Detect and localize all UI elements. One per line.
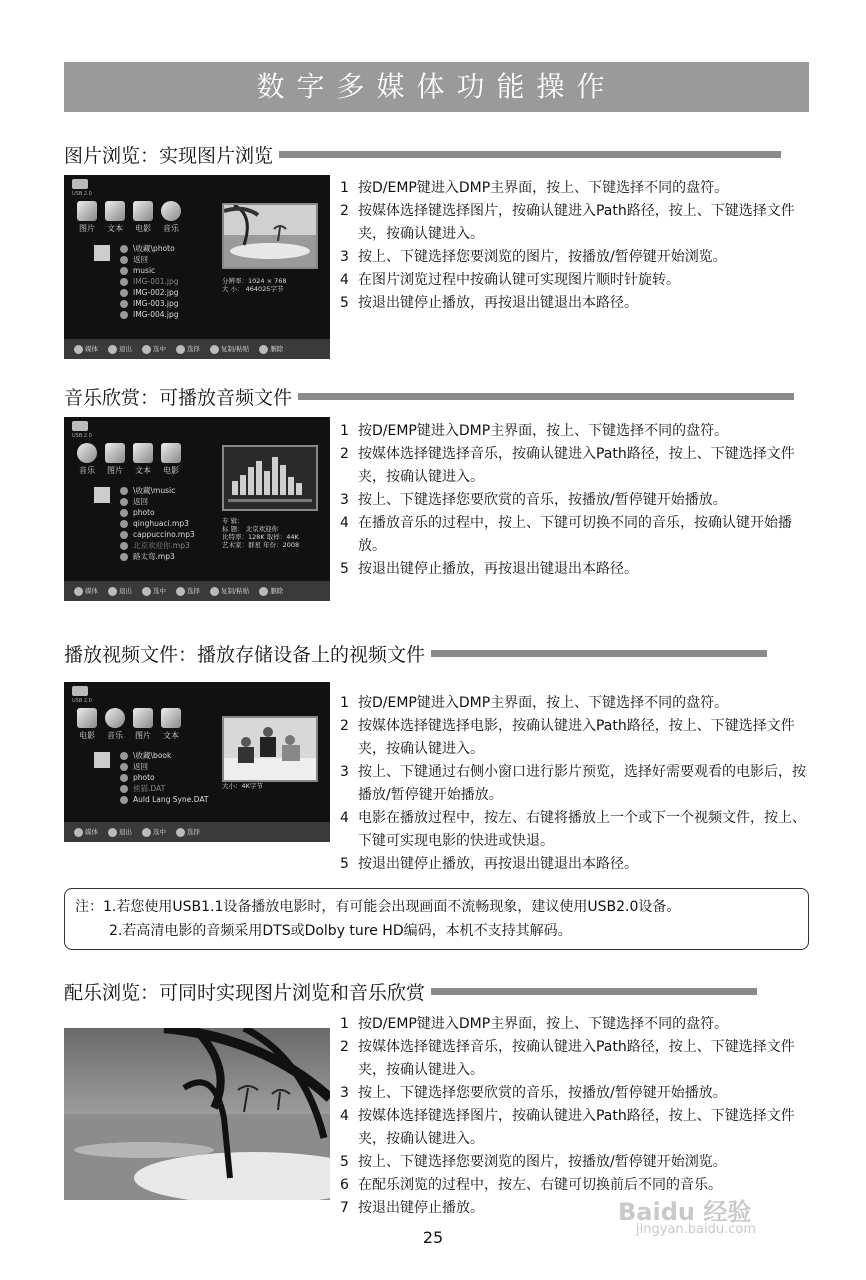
media-tiles: [76, 708, 182, 741]
key-copy: 复制/粘贴: [210, 344, 249, 354]
bottom-key-bar: [64, 339, 330, 359]
list-item: \收藏\book: [120, 750, 209, 761]
key-media: 媒体: [74, 827, 98, 837]
beach-photo: [64, 1028, 330, 1200]
music-icon: [161, 201, 181, 221]
key-media: 媒体: [74, 344, 98, 354]
tile-music: 音乐: [76, 443, 98, 476]
tile-label: 图片: [79, 224, 95, 233]
tile-text: [104, 201, 126, 234]
key-ok: 选中: [142, 586, 166, 596]
section-title-text: 配乐浏览：可同时实现图片浏览和音乐欣赏: [64, 982, 426, 1004]
list-item: 返回: [120, 254, 179, 265]
steps-music: [340, 420, 810, 581]
tile-music: 音乐: [104, 708, 126, 741]
list-item: \收藏\photo: [120, 243, 179, 254]
tile-movie: 电影: [160, 443, 182, 476]
bottom-key-bar: [64, 581, 330, 601]
section-title-text: 音乐欣赏：可播放音频文件: [64, 387, 293, 409]
tile-label: 音乐: [163, 224, 179, 233]
key-exit: 退出: [108, 344, 132, 354]
section-title-photo: [64, 141, 781, 168]
note-line-2: 2.若高清电影的音频采用DTS或Dolby ture HD编码，本机不支持其解码。: [109, 923, 572, 939]
text-icon: [161, 708, 181, 728]
steps-video: [340, 692, 810, 876]
list-item: IMG-004.jpg: [120, 309, 179, 320]
section-title-slideshow: [64, 978, 757, 1005]
back-icon: [120, 256, 128, 264]
spectrum-preview: [222, 445, 318, 511]
movie-icon: [161, 443, 181, 463]
tile-movie: [132, 201, 154, 234]
step: 3 按上、下键通过右侧小窗口进行影片预览，选择好需要观看的电影后，按播放/暂停键开始播放。: [340, 764, 806, 803]
step: 4 按媒体选择键选择图片，按确认键进入Path路径，按上、下键选择文件夹，按确认键进入。: [340, 1108, 795, 1147]
folder-bullet-icon: [120, 267, 128, 275]
tile-photo: [76, 201, 98, 234]
list-item: IMG-001.jpg: [120, 276, 179, 287]
file-list: [120, 243, 179, 320]
steps-slideshow: [340, 1013, 810, 1220]
step: 2 按媒体选择键选择电影，按确认键进入Path路径，按上、下键选择文件夹，按确认键进入。: [340, 718, 795, 757]
photo-icon: [105, 443, 125, 463]
movie-icon: [77, 708, 97, 728]
media-tiles: [76, 201, 182, 234]
music-icon: [105, 708, 125, 728]
list-item: photo: [120, 772, 209, 783]
music-icon: [77, 443, 97, 463]
key-exit: 退出: [108, 586, 132, 596]
file-bullet-icon: [120, 289, 128, 297]
step: 3 按上、下键选择您要欣赏的音乐，按播放/暂停键开始播放。: [340, 492, 727, 508]
section-title-text: 播放视频文件：播放存储设备上的视频文件: [64, 644, 426, 666]
bottom-key-bar: [64, 822, 330, 842]
usb-label: USB 2.0: [72, 433, 92, 439]
step: 4 在播放音乐的过程中，按上、下键可切换不同的音乐，按确认键开始播放。: [340, 515, 792, 554]
folder-bullet-icon: [120, 245, 128, 253]
tile-photo: 图片: [104, 443, 126, 476]
usb-label: USB 2.0: [72, 698, 92, 704]
photo-icon: [77, 201, 97, 221]
key-select: 选择: [176, 827, 200, 837]
file-bullet-icon: [120, 300, 128, 308]
usb-drive-icon: [72, 686, 88, 696]
key-ok: 选中: [142, 827, 166, 837]
key-copy: 复制/粘贴: [210, 586, 249, 596]
step: 2 按媒体选择键选择音乐，按确认键进入Path路径，按上、下键选择文件夹，按确认键进入。: [340, 446, 795, 485]
text-icon: [133, 443, 153, 463]
step: 7 按退出键停止播放。: [340, 1200, 484, 1216]
step: 5 按退出键停止播放，再按退出键退出本路径。: [340, 856, 638, 872]
photo-preview: [222, 203, 318, 269]
page-number: 25: [422, 1228, 444, 1247]
meeting-thumbnail: [224, 718, 316, 780]
key-select: 选择: [176, 586, 200, 596]
tile-music: [160, 201, 182, 234]
step: 1 按D/EMP键进入DMP主界面，按上、下键选择不同的盘符。: [340, 695, 729, 711]
page-banner: 数字多媒体功能操作: [64, 62, 809, 112]
list-item: 返回: [120, 496, 195, 507]
text-icon: [105, 201, 125, 221]
key-exit: 退出: [108, 827, 132, 837]
title-rule: [431, 650, 767, 657]
track-info: 专 辑： 标 题： 北京欢迎你 比特率：128K 取样：44K 艺术家：群星 年份：2008: [222, 517, 300, 549]
beach-thumbnail: [224, 205, 316, 267]
list-item: 北京欢迎你.mp3: [120, 540, 195, 551]
video-player-screen: [64, 682, 330, 842]
file-list: [120, 750, 209, 805]
key-delete: 删除: [259, 344, 283, 354]
list-item: cappuccino.mp3: [120, 529, 195, 540]
step: 5 按上、下键选择您要浏览的图片，按播放/暂停键开始浏览。: [340, 1154, 727, 1170]
title-rule: [431, 988, 757, 995]
key-select: 选择: [176, 344, 200, 354]
list-item: music: [120, 265, 179, 276]
tile-label: 电影: [135, 224, 151, 233]
note-box: [64, 888, 809, 950]
title-rule: [298, 393, 794, 400]
folder-icon: [94, 752, 110, 768]
file-bullet-icon: [120, 311, 128, 319]
palm-beach-image: [64, 1028, 330, 1200]
step: 6 在配乐浏览的过程中，按左、右键可切换前后不同的音乐。: [340, 1177, 722, 1193]
step: 3 按上、下键选择您要浏览的图片，按播放/暂停键开始浏览。: [340, 249, 727, 265]
list-item: Auld Lang Syne.DAT: [120, 794, 209, 805]
list-item: photo: [120, 507, 195, 518]
section-title-text: 图片浏览：实现图片浏览: [64, 145, 274, 167]
file-list: [120, 485, 195, 562]
step: 2 按媒体选择键选择图片，按确认键进入Path路径，按上、下键选择文件夹，按确认键进入。: [340, 203, 795, 242]
folder-icon: [94, 487, 110, 503]
list-item: 熊猫.DAT: [120, 783, 209, 794]
tile-label: 文本: [107, 224, 123, 233]
title-rule: [279, 151, 781, 158]
note-line-1: 注：1.若您使用USB1.1设备播放电影时，有可能会出现画面不流畅现象，建议使用USB2.0设备。: [75, 899, 681, 915]
music-player-screen: [64, 417, 330, 601]
step: 1 按D/EMP键进入DMP主界面，按上、下键选择不同的盘符。: [340, 423, 729, 439]
watermark-url: jingyan.baidu.com: [636, 1222, 756, 1237]
list-item: IMG-003.jpg: [120, 298, 179, 309]
file-info: 大小：4K字节: [222, 782, 263, 790]
usb-label: USB 2.0: [72, 191, 92, 197]
step: 1 按D/EMP键进入DMP主界面，按上、下键选择不同的盘符。: [340, 180, 729, 196]
list-item: IMG-002.jpg: [120, 287, 179, 298]
folder-icon: [94, 245, 110, 261]
key-media: 媒体: [74, 586, 98, 596]
tile-photo: 图片: [132, 708, 154, 741]
step: 5 按退出键停止播放，再按退出键退出本路径。: [340, 561, 638, 577]
section-title-video: [64, 640, 767, 667]
step: 5 按退出键停止播放，再按退出键退出本路径。: [340, 295, 638, 311]
key-ok: 选中: [142, 344, 166, 354]
equalizer-graphic: [224, 447, 316, 509]
key-delete: 删除: [259, 586, 283, 596]
section-title-music: [64, 383, 794, 410]
step: 2 按媒体选择键选择音乐，按确认键进入Path路径，按上、下键选择文件夹，按确认键进入。: [340, 1039, 795, 1078]
tile-text: 文本: [160, 708, 182, 741]
step: 4 在图片浏览过程中按确认键可实现图片顺时针旋转。: [340, 272, 680, 288]
media-tiles: [76, 443, 182, 476]
steps-photo: [340, 177, 810, 315]
video-preview: [222, 716, 318, 782]
photo-browser-screen: [64, 175, 330, 359]
usb-drive-icon: [72, 421, 88, 431]
movie-icon: [133, 201, 153, 221]
photo-info: 分辨率：1024 × 768 大 小： 464025字节: [222, 277, 287, 293]
list-item: 路太弯.mp3: [120, 551, 195, 562]
watermark-logo: Baidu 经验: [618, 1198, 752, 1226]
step: 3 按上、下键选择您要欣赏的音乐，按播放/暂停键开始播放。: [340, 1085, 727, 1101]
tile-movie: 电影: [76, 708, 98, 741]
step: 4 电影在播放过程中，按左、右键将播放上一个或下一个视频文件，按上、下键可实现电影的快进或快退。: [340, 810, 806, 849]
list-item: qinghuaci.mp3: [120, 518, 195, 529]
list-item: \收藏\music: [120, 485, 195, 496]
file-bullet-icon: [120, 278, 128, 286]
step: 1 按D/EMP键进入DMP主界面，按上、下键选择不同的盘符。: [340, 1016, 729, 1032]
usb-drive-icon: [72, 179, 88, 189]
photo-icon: [133, 708, 153, 728]
tile-text: 文本: [132, 443, 154, 476]
list-item: 返回: [120, 761, 209, 772]
